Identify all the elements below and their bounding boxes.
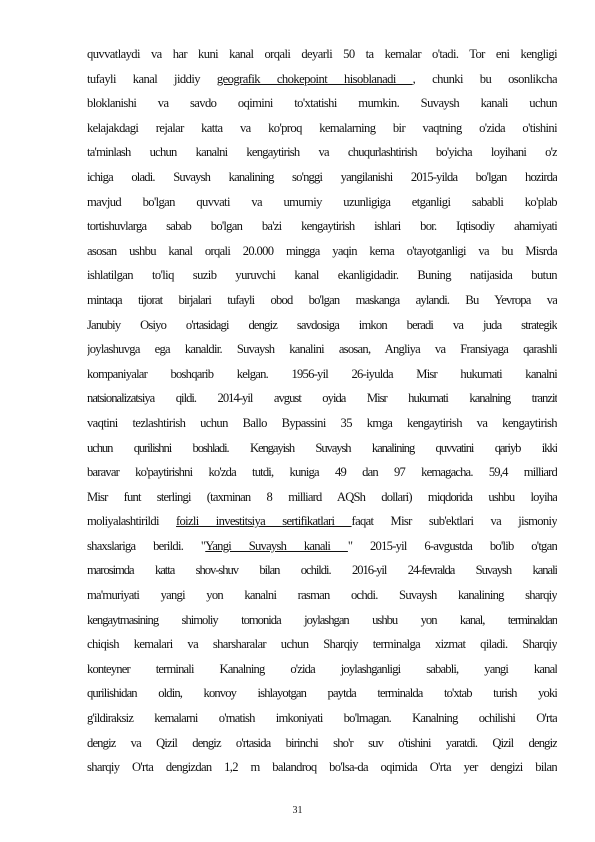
text-segment: faqat Misr sub'ektlari va jismoniy xyxy=(351,514,557,529)
text-line xyxy=(87,558,557,583)
text-line xyxy=(87,288,557,313)
text-segment: chiqish kemalari va sharsharalar uchun Sharqiy terminalga xizmat qiladi. Sharqiy xyxy=(87,637,557,652)
text-segment: kompaniyalar boshqarib kelgan. 1956-yil 26-iyulda Misr hukumati kanalni xyxy=(87,366,557,381)
text-segment: tortishuvlarga sabab bo'lgan ba'zi kengaytirish ishlari bor. Iqtisodiy ahamiyati xyxy=(87,219,557,234)
text-segment: joylashuvga ega kanaldir. Suvaysh kanalini asosan, Angliya va Fransiyaga qarashli xyxy=(87,342,557,357)
text-segment: kengaytmasining shimoliy tomonida joylashgan ushbu yon kanal, terminaldan xyxy=(87,612,557,627)
text-segment: kelajakdagi rejalar katta va ko'proq kemalarning bir vaqtning o'zida o'tishini xyxy=(87,120,557,135)
hyperlink[interactable]: Yangi Suvaysh kanali xyxy=(205,538,348,553)
text-line xyxy=(87,263,557,288)
text-line xyxy=(87,608,557,633)
text-segment: sharqiy O'rta dengizdan 1,2 m balandroq bo'lsa-da oqimida O'rta yer dengizi bilan xyxy=(87,760,557,775)
text-segment: Misr funt sterlingi (taxminan 8 milliard AQSh dollari) miqdorida ushbu loyiha xyxy=(87,489,557,504)
text-line xyxy=(87,534,557,559)
text-line xyxy=(87,91,557,116)
text-segment: g'ildiraksiz kemalarni o'rnatish imkoniyati bo'lmagan. Kanalning ochilishi O'rta xyxy=(87,711,557,726)
text-line xyxy=(87,386,557,411)
text-segment: ta'minlash uchun kanalni kengaytirish va chuqurlashtirish bo'yicha loyihani o'z xyxy=(87,145,557,160)
page-number: 31 xyxy=(292,805,303,816)
text-line xyxy=(87,657,557,682)
text-segment: moliyalashtirildi xyxy=(87,514,177,529)
text-line xyxy=(87,706,557,731)
body-paragraph xyxy=(87,42,557,780)
text-segment: marosimda katta shov-shuv bilan ochildi. 2016-yil 24-fevralda Suvaysh kanali xyxy=(87,563,557,578)
text-segment: , chunki bu osonlikcha xyxy=(412,71,557,86)
text-segment: konteyner terminali Kanalning o'zida joylashganligi sababli, yangi kanal xyxy=(87,661,557,676)
text-line xyxy=(87,583,557,608)
text-line xyxy=(87,362,557,387)
text-line xyxy=(87,239,557,264)
text-segment: " 2015-yil 6-avgustda bo'lib o'tgan xyxy=(347,538,557,553)
text-line xyxy=(87,485,557,510)
text-segment: mavjud bo'lgan quvvati va umumiy uzunligiga etganligi sababli ko'plab xyxy=(87,194,557,209)
text-line xyxy=(87,214,557,239)
text-segment: shaxslariga berildi. " xyxy=(87,538,206,553)
text-segment: uchun qurilishni boshladi. Kengayish Suvaysh kanalining quvvatini qariyb ikki xyxy=(87,440,557,455)
text-segment: quvvatlaydi va har kuni kanal orqali deyarli 50 ta kemalar o'tadi. Tor eni kengligi xyxy=(87,47,557,61)
text-line xyxy=(87,67,557,92)
hyperlink[interactable]: foizli investitsiya sertifikatlari xyxy=(176,514,352,529)
text-line xyxy=(87,460,557,485)
text-line xyxy=(87,509,557,534)
text-line xyxy=(87,411,557,436)
text-line xyxy=(87,731,557,756)
text-segment: mintaqa tijorat birjalari tufayli obod bo'lgan maskanga aylandi. Bu Yevropa va xyxy=(87,292,557,307)
text-segment: bloklanishi va savdo oqimini to'xtatishi mumkin. Suvaysh kanali uchun xyxy=(87,96,557,111)
text-segment: dengiz va Qizil dengiz o'rtasida birinchi sho'r suv o'tishini yaratdi. Qizil dengiz xyxy=(87,735,557,750)
text-segment: natsionalizatsiya qildi. 2014-yil avgust oyida Misr hukumati kanalning tranzit xyxy=(87,391,557,406)
text-line xyxy=(87,116,557,141)
text-segment: baravar ko'paytirishni ko'zda tutdi, kuniga 49 dan 97 kemagacha. 59,4 milliard xyxy=(87,465,557,480)
text-line xyxy=(87,42,557,67)
text-line xyxy=(87,165,557,190)
text-line xyxy=(87,681,557,706)
text-segment: ishlatilgan to'liq suzib yuruvchi kanal ekanligidadir. Buning natijasida butun xyxy=(87,268,557,283)
text-segment: asosan ushbu kanal orqali 20.000 mingga yaqin kema o'tayotganligi va bu Misrda xyxy=(87,243,557,258)
text-line xyxy=(87,755,557,780)
hyperlink[interactable]: geografik chokepoint hisoblanadi xyxy=(216,71,413,86)
text-segment: Janubiy Osiyo o'rtasidagi dengiz savdosiga imkon beradi va juda strategik xyxy=(87,317,557,332)
text-segment: vaqtini tezlashtirish uchun Ballo Bypassini 35 kmga kengaytirish va kengaytirish xyxy=(87,415,557,430)
text-line xyxy=(87,313,557,338)
text-line xyxy=(87,632,557,657)
text-segment: qurilishidan oldin, konvoy ishlayotgan paytda terminalda to'xtab turish yoki xyxy=(87,686,557,701)
text-segment: tufayli kanal jiddiy xyxy=(87,71,217,86)
text-line xyxy=(87,436,557,461)
text-line xyxy=(87,190,557,215)
text-line xyxy=(87,140,557,165)
text-segment: ichiga oladi. Suvaysh kanalining so'nggi yangilanishi 2015-yilda bo'lgan hozirda xyxy=(87,169,557,184)
text-line xyxy=(87,337,557,362)
text-segment: ma'muriyati yangi yon kanalni rasman ochdi. Suvaysh kanalining sharqiy xyxy=(87,588,557,603)
